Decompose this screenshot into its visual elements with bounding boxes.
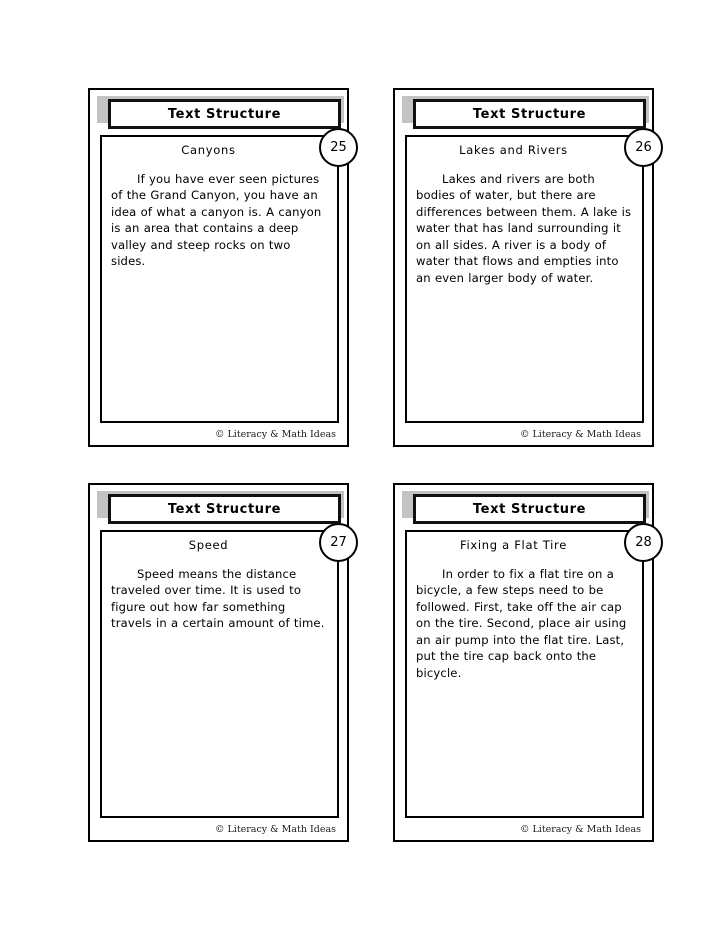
card-copyright-footer: © Literacy & Math Ideas <box>214 824 336 835</box>
card-title-plate <box>108 494 341 524</box>
card-title: Text Structure <box>167 501 282 517</box>
card-number-badge: 26 <box>624 128 663 167</box>
task-card[interactable] <box>88 88 349 447</box>
card-content-box <box>405 135 652 423</box>
card-passage: In order to fix a flat tire on a bicycle, a few steps need to be followed. First, take off the air cap on the tire. Second, place air using an air pump into the flat tire. Last, put the tire cap back onto the bicycle. <box>416 566 627 680</box>
card-passage: Lakes and rivers are both bodies of water, but there are differences between them. A lake is water that has land surrounding it on all sides. A river is a body of water that flows and empties into an even larger body of water. <box>416 171 632 285</box>
card-number-badge: 28 <box>624 523 663 562</box>
task-card[interactable] <box>88 483 349 842</box>
card-subtitle: Speed <box>188 538 229 552</box>
task-card[interactable] <box>393 88 654 447</box>
task-card[interactable] <box>393 483 654 842</box>
card-number-badge: 27 <box>319 523 358 562</box>
card-content-box <box>100 135 347 423</box>
card-subtitle: Fixing a Flat Tire <box>460 538 567 552</box>
card-passage: If you have ever seen pictures of the Grand Canyon, you have an idea of what a canyon is. A canyon is an area that contains a deep valley and steep rocks on two sides. <box>111 171 322 269</box>
card-number-badge: 25 <box>319 128 358 167</box>
task-card-grid <box>88 88 654 842</box>
card-title: Text Structure <box>167 106 282 122</box>
card-copyright-footer: © Literacy & Math Ideas <box>519 429 641 440</box>
card-passage: Speed means the distance traveled over time. It is used to figure out how far something travels in a certain amount of time. <box>111 566 325 631</box>
card-title: Text Structure <box>472 106 587 122</box>
card-title-plate <box>413 494 646 524</box>
card-title: Text Structure <box>472 501 587 517</box>
card-title-plate <box>108 99 341 129</box>
card-title-plate <box>413 99 646 129</box>
card-copyright-footer: © Literacy & Math Ideas <box>214 429 336 440</box>
card-subtitle: Lakes and Rivers <box>459 143 568 157</box>
card-content-box <box>100 530 347 818</box>
card-subtitle: Canyons <box>181 143 236 157</box>
card-content-box <box>405 530 652 818</box>
card-copyright-footer: © Literacy & Math Ideas <box>519 824 641 835</box>
